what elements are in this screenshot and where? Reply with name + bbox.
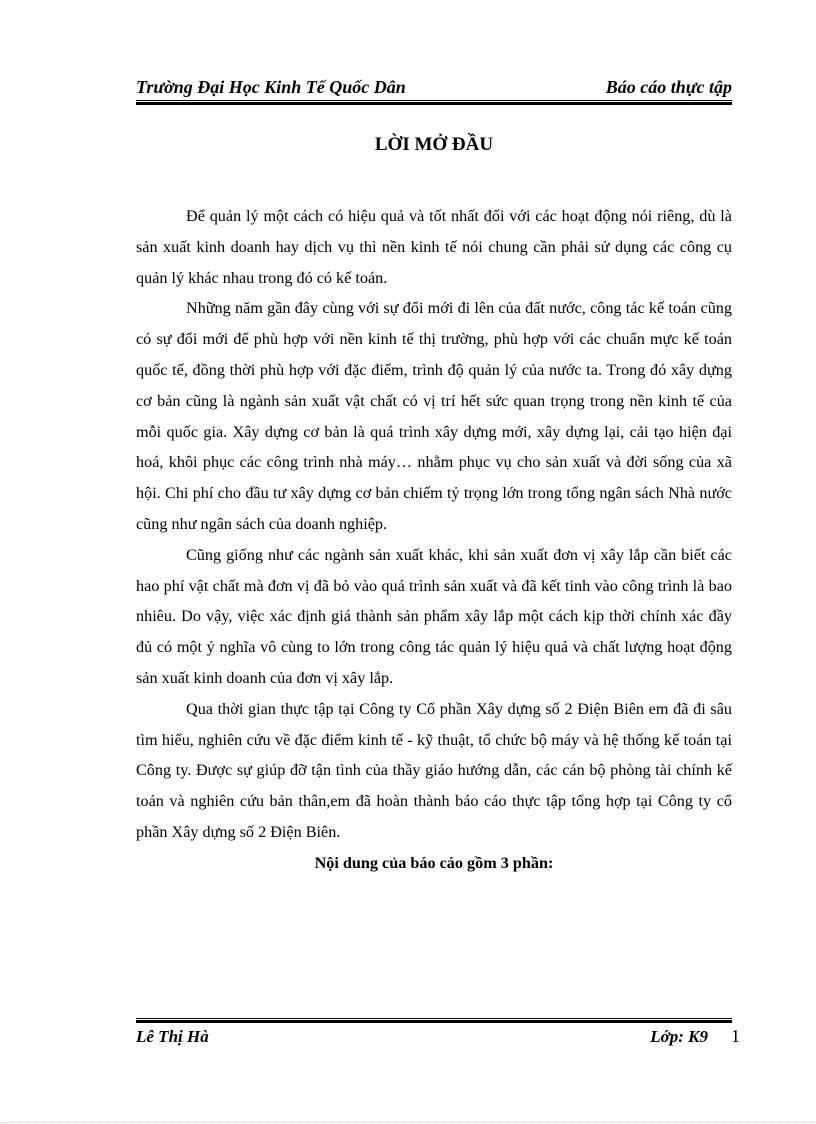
footer-class: Lớp: K9 [650,1027,708,1046]
paragraph-4: Qua thời gian thực tập tại Công ty Cổ phần Xây dựng số 2 Điện Biên em đã đi sâu tìm hiểu, nghiên cứu về đặc điểm kinh tế - kỹ thuật, tổ chức bộ máy và hệ thống kế toán tại Công ty. Được sự giúp đỡ tận tình của thầy giáo hướng dẫn, các cán bộ phòng tài chính kế toán và nghiên cứu bản thân,em đã hoàn thành báo cáo thực tập tổng hợp tại Công ty cổ phần Xây dựng số 2 Điện Biên. [136,699,732,841]
page-number: 1 [731,1026,740,1046]
document-body [136,201,732,879]
page-header [136,76,732,102]
footer-double-rule [136,1018,732,1023]
header-double-rule [136,100,732,105]
section-subheading: Nội dung của báo cáo gồm 3 phần: [314,853,554,872]
paragraph-1: Để quản lý một cách có hiệu quả và tốt nhất đối với các hoạt động nói riêng, dù là sản xuất kinh doanh hay dịch vụ thì nền kinh tế nói chung cần phải sử dụng các công cụ quản lý khác nhau trong đó có kế toán. [136,207,732,287]
paragraph-2: Những năm gần đây cùng với sự đổi mới đi lên của đất nước, công tác kế toán cũng có sự đổi mới để phù hợp với nền kinh tế thị trường, phù hợp với các chuẩn mực kế toán quốc tế, đồng thời phù hợp với đặc điểm, trình độ quản lý của nước ta. Trong đó xây dựng cơ bản cũng là ngành sản xuất vật chất có vị trí hết sức quan trọng trong nền kinh tế của mỗi quốc gia. Xây dựng cơ bản là quá trình xây dựng mới, xây dựng lại, cải tạo hiện đại hoá, khôi phục các công trình nhà máy… nhằm phục vụ cho sản xuất và đời sống của xã hội. Chi phí cho đầu tư xây dựng cơ bản chiếm tỷ trọng lớn trong tổng ngân sách Nhà nước cũng như ngân sách của doanh nghiệp. [136,299,732,533]
header-school-name: Trường Đại Học Kinh Tế Quốc Dân [136,77,406,97]
header-report-type: Báo cáo thực tập [605,77,732,97]
footer-author: Lê Thị Hà [136,1027,209,1046]
document-title: LỜI MỞ ĐẦU [374,134,494,155]
paragraph-3: Cũng giống như các ngành sản xuất khác, khi sản xuất đơn vị xây lắp cần biết các hao phí vật chất mà đơn vị đã bỏ vào quá trình sản xuất và đã kết tinh vào công trình là bao nhiêu. Do vậy, việc xác định giá thành sản phẩm xây lắp một cách kịp thời chính xác đầy đủ có một ý nghĩa vô cùng to lớn trong công tác quản lý hiệu quả và chất lượng hoạt động sản xuất kinh doanh của đơn vị xây lắp. [136,545,732,687]
page-footer [136,1026,732,1050]
